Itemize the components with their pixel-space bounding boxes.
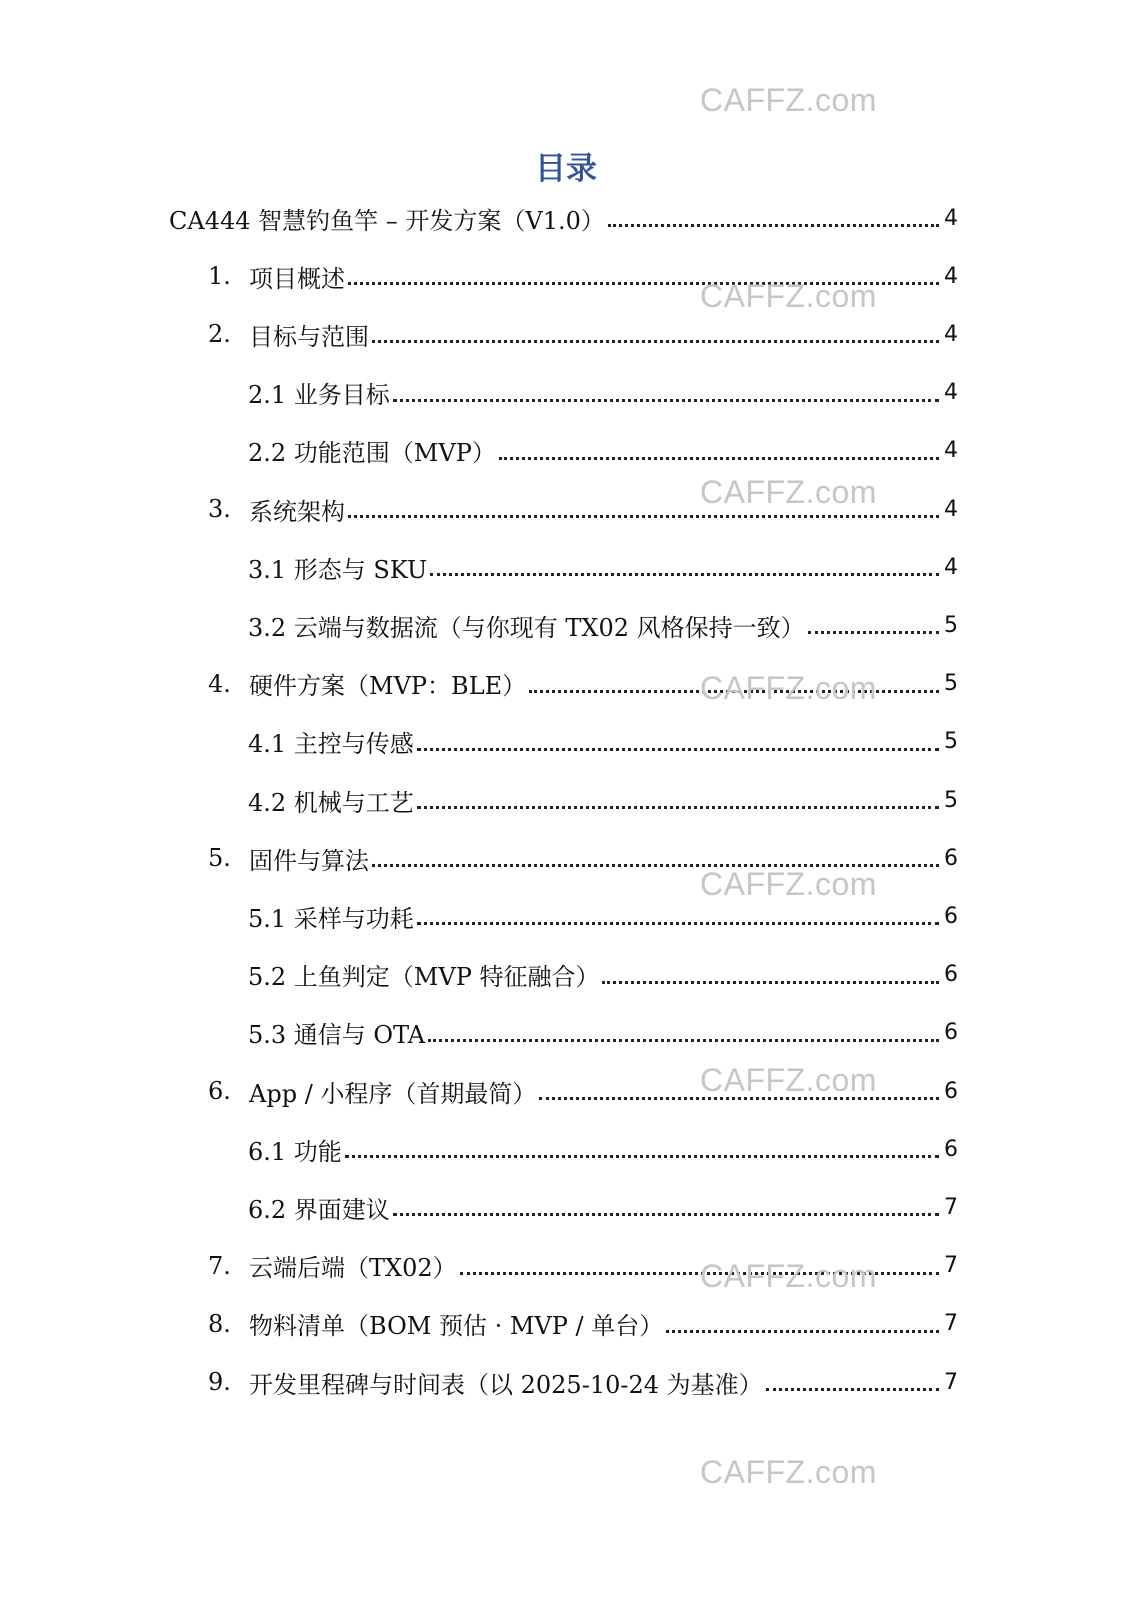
toc-entry-number: 6. (208, 1077, 231, 1105)
toc-dot-leader (460, 1271, 939, 1275)
toc-entry-title: 云端后端（TX02） (249, 1254, 457, 1283)
toc-page-number: 4 (944, 380, 958, 406)
toc-entry-number: 4. (208, 669, 231, 698)
toc-entry[interactable] (208, 1304, 958, 1344)
watermark: CAFFZ.com (700, 670, 877, 706)
toc-entry-title: 目标与范围 (249, 322, 369, 351)
toc-dot-leader (428, 1038, 939, 1042)
toc-entry[interactable] (248, 1187, 958, 1227)
toc-entry[interactable] (248, 431, 958, 471)
toc-dot-leader (608, 223, 939, 227)
toc-entry-title: 5.3 通信与 OTA (248, 1021, 426, 1050)
toc-entry-title: 4.2 机械与工艺 (248, 788, 414, 817)
toc-entry[interactable] (248, 547, 958, 587)
toc-entry[interactable] (208, 256, 958, 296)
toc-entry-title: 5.2 上鱼判定（MVP 特征融合） (248, 963, 600, 992)
toc-dot-leader (539, 1096, 939, 1100)
toc-entry-number: 5. (208, 844, 231, 873)
toc-page-number: 6 (944, 845, 958, 871)
toc-dot-leader (666, 1329, 939, 1333)
toc-entry-title: 固件与算法 (249, 846, 369, 875)
toc-entry[interactable] (248, 1013, 958, 1053)
watermark: CAFFZ.com (700, 82, 877, 118)
toc-page-number: 7 (944, 1253, 958, 1279)
toc-page-number: 6 (944, 903, 958, 929)
toc-page-number: 6 (944, 1020, 958, 1046)
toc-entry-number: 1. (208, 262, 231, 291)
toc-dot-leader (417, 805, 939, 809)
toc-entry-title: 开发里程碑与时间表（以 2025-10-24 为基准） (249, 1370, 763, 1399)
toc-page-number: 4 (944, 496, 958, 522)
toc-page-number: 7 (944, 1194, 958, 1220)
toc-dot-leader (499, 456, 939, 460)
toc-dot-leader (430, 572, 939, 576)
toc-entry[interactable] (208, 314, 958, 354)
watermark: CAFFZ.com (700, 1258, 877, 1294)
toc-entry-title: 3.1 形态与 SKU (248, 555, 428, 584)
toc-entry-number: 7. (208, 1251, 231, 1280)
watermark: CAFFZ.com (700, 866, 877, 902)
toc-dot-leader (348, 281, 939, 285)
toc-dot-leader (529, 689, 939, 693)
toc-entry[interactable] (208, 1246, 958, 1286)
toc-page-number: 6 (944, 962, 958, 988)
toc-entry-title: CA444 智慧钓鱼竿 – 开发方案（V1.0） (169, 206, 605, 235)
toc-dot-leader (372, 863, 939, 867)
toc-page-number: 4 (944, 263, 958, 289)
toc-entry[interactable] (208, 838, 958, 878)
toc-entry-title: App / 小程序（首期最简） (249, 1079, 537, 1108)
toc-entry[interactable] (248, 896, 958, 936)
toc-entry-title: 6.2 界面建议 (248, 1195, 390, 1224)
watermark: CAFFZ.com (700, 474, 877, 510)
toc-entry[interactable] (248, 722, 958, 762)
toc-entry[interactable] (208, 1362, 958, 1402)
toc-page-number: 5 (944, 787, 958, 813)
toc-entry-number: 3. (208, 495, 231, 523)
toc-dot-leader (348, 514, 939, 518)
toc-entry[interactable] (248, 605, 958, 645)
toc-entry-title: 物料清单（BOM 预估 · MVP / 单台） (249, 1312, 664, 1341)
toc-entry-title: 3.2 云端与数据流（与你现有 TX02 风格保持一致） (248, 613, 805, 642)
toc-page-number: 6 (944, 1136, 958, 1162)
toc-page-number: 7 (944, 1311, 958, 1337)
toc-page-number: 7 (944, 1369, 958, 1395)
toc-entry[interactable] (208, 664, 958, 704)
toc-page-number: 4 (944, 321, 958, 347)
toc-entry-title: 2.1 业务目标 (248, 381, 390, 410)
toc-dot-leader (766, 1387, 939, 1391)
toc-entry[interactable] (169, 198, 958, 238)
toc-entry-title: 硬件方案（MVP：BLE） (249, 672, 527, 701)
toc-entry[interactable] (248, 1129, 958, 1169)
toc-dot-leader (393, 398, 939, 402)
toc-entry[interactable] (248, 955, 958, 995)
toc-entry-number: 9. (208, 1368, 231, 1396)
toc-dot-leader (602, 980, 939, 984)
toc-dot-leader (393, 1212, 939, 1216)
toc-page-number: 4 (944, 205, 958, 231)
toc-entry-title: 4.1 主控与传感 (248, 730, 414, 759)
toc-entry[interactable] (208, 489, 958, 529)
toc-entry-title: 5.1 采样与功耗 (248, 904, 414, 933)
toc-entry-title: 6.1 功能 (248, 1137, 342, 1166)
toc-entry[interactable] (248, 780, 958, 820)
watermark: CAFFZ.com (700, 1062, 877, 1098)
toc-dot-leader (417, 747, 939, 751)
toc-dot-leader (372, 339, 939, 343)
toc-page-number: 4 (944, 438, 958, 464)
toc-entry[interactable] (208, 1071, 958, 1111)
toc-entry-title: 项目概述 (249, 264, 345, 293)
toc-entry-number: 2. (208, 320, 231, 349)
toc-entry-number: 8. (208, 1309, 231, 1338)
toc-entry[interactable] (248, 373, 958, 413)
toc-entry-title: 2.2 功能范围（MVP） (248, 439, 496, 468)
toc-dot-leader (345, 1154, 939, 1158)
toc-page-number: 5 (944, 612, 958, 638)
watermark: CAFFZ.com (700, 278, 877, 314)
toc-page-number: 6 (944, 1078, 958, 1104)
toc-dot-leader (417, 921, 939, 925)
toc-page-number: 5 (944, 729, 958, 755)
toc-entry-title: 系统架构 (249, 497, 345, 526)
toc-dot-leader (808, 630, 939, 634)
watermark: CAFFZ.com (700, 1454, 877, 1490)
toc-page-number: 5 (944, 671, 958, 697)
toc-page-number: 4 (944, 554, 958, 580)
page-title: 目录 (535, 151, 597, 187)
